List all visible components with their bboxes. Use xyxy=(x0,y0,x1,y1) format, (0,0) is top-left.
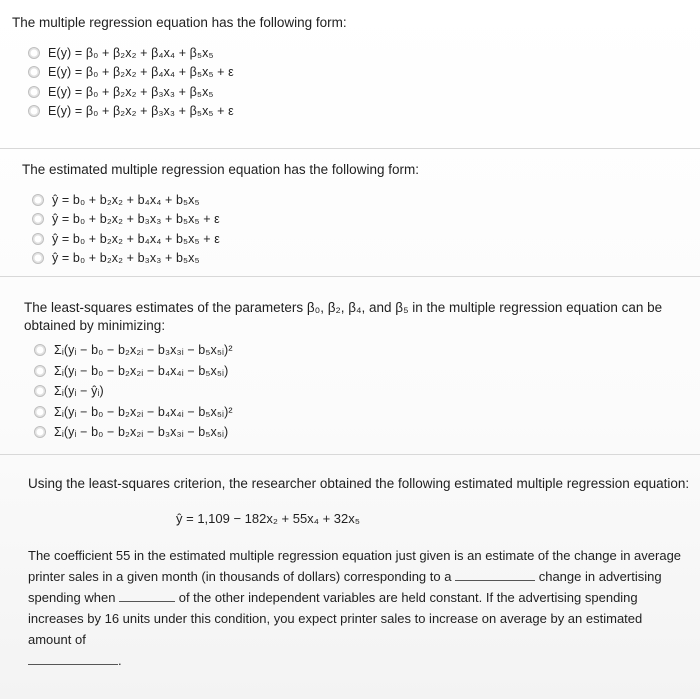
option-label: E(y) = β₀ + β₂x₂ + β₃x₃ + β₅x₅ + ε xyxy=(48,104,234,119)
paragraph-text: The coefficient 55 in the estimated multiple regression equation just given is an estimate of the change in average printer sales in a given month (in thousands of dollars) corresponding to a xyxy=(28,548,682,584)
question-3-option[interactable] xyxy=(34,422,233,443)
question-4-paragraph xyxy=(28,545,688,671)
option-label: Σᵢ(yᵢ − b₀ − b₂x₂ᵢ − b₄x₄ᵢ − b₅x₅ᵢ) xyxy=(54,363,229,378)
radio-button[interactable] xyxy=(34,406,46,418)
radio-button[interactable] xyxy=(32,213,44,225)
option-label: E(y) = β₀ + β₂x₂ + β₃x₃ + β₅x₅ xyxy=(48,84,214,99)
question-1-option[interactable] xyxy=(28,43,234,63)
radio-button[interactable] xyxy=(28,105,40,117)
question-3-options xyxy=(34,340,233,443)
option-label: Σᵢ(yᵢ − b₀ − b₂x₂ᵢ − b₃x₃ᵢ − b₅x₅ᵢ) xyxy=(54,425,229,440)
answer-blank-1[interactable] xyxy=(455,580,535,581)
option-label: ŷ = b₀ + b₂x₂ + b₄x₄ + b₅x₅ xyxy=(52,192,200,207)
question-2-option[interactable] xyxy=(32,190,220,210)
question-3-option[interactable] xyxy=(34,381,233,402)
option-label: Σᵢ(yᵢ − ŷᵢ) xyxy=(54,384,104,399)
option-label: E(y) = β₀ + β₂x₂ + β₄x₄ + β₅x₅ xyxy=(48,45,214,60)
question-4 xyxy=(0,454,700,700)
question-1-option[interactable] xyxy=(28,82,234,102)
question-2-option[interactable] xyxy=(32,249,220,269)
paragraph-text: . xyxy=(118,653,122,668)
radio-button[interactable] xyxy=(28,86,40,98)
question-3-prompt: The least-squares estimates of the parameters β₀, β₂, β₄, and β₅ in the multiple regression equation can be obtained by minimizing: xyxy=(24,300,663,333)
question-1-option[interactable] xyxy=(28,102,234,122)
option-label: Σᵢ(yᵢ − b₀ − b₂x₂ᵢ − b₃x₃ᵢ − b₅x₅ᵢ)² xyxy=(54,343,233,358)
question-3-option[interactable] xyxy=(34,340,233,361)
question-3 xyxy=(0,276,700,455)
radio-button[interactable] xyxy=(28,47,40,59)
radio-button[interactable] xyxy=(34,344,46,356)
option-label: ŷ = b₀ + b₂x₂ + b₃x₃ + b₅x₅ xyxy=(52,251,200,266)
question-3-option[interactable] xyxy=(34,361,233,382)
answer-blank-2[interactable] xyxy=(119,601,175,602)
radio-button[interactable] xyxy=(32,252,44,264)
answer-blank-3[interactable] xyxy=(28,664,118,665)
option-label: E(y) = β₀ + β₂x₂ + β₄x₄ + β₅x₅ + ε xyxy=(48,65,234,80)
estimated-equation: ŷ = 1,109 − 182x₂ + 55x₄ + 32x₅ xyxy=(176,511,360,526)
question-2-option[interactable] xyxy=(32,229,220,249)
question-2-option[interactable] xyxy=(32,210,220,230)
question-3-option[interactable] xyxy=(34,402,233,423)
option-label: ŷ = b₀ + b₂x₂ + b₄x₄ + b₅x₅ + ε xyxy=(52,231,220,246)
paragraph-text: of the other independent variables are held constant. If the advertising spending increases by 16 units under this condition, you expect printer sales to increase on average by an estimated amount of xyxy=(28,590,643,647)
radio-button[interactable] xyxy=(34,385,46,397)
question-1-option[interactable] xyxy=(28,63,234,83)
question-1-prompt: The multiple regression equation has the following form: xyxy=(12,15,347,30)
paragraph-text: change in advertising spending when xyxy=(28,569,662,605)
radio-button[interactable] xyxy=(34,365,46,377)
radio-button[interactable] xyxy=(34,426,46,438)
question-4-prompt: Using the least-squares criterion, the researcher obtained the following estimated multiple regression equation: xyxy=(28,476,690,491)
option-label: Σᵢ(yᵢ − b₀ − b₂x₂ᵢ − b₄x₄ᵢ − b₅x₅ᵢ)² xyxy=(54,404,233,419)
radio-button[interactable] xyxy=(32,233,44,245)
question-1 xyxy=(0,0,700,148)
question-2 xyxy=(0,148,700,277)
question-1-options xyxy=(28,43,234,121)
radio-button[interactable] xyxy=(28,66,40,78)
question-2-prompt: The estimated multiple regression equation has the following form: xyxy=(22,162,419,177)
radio-button[interactable] xyxy=(32,194,44,206)
option-label: ŷ = b₀ + b₂x₂ + b₃x₃ + b₅x₅ + ε xyxy=(52,212,220,227)
question-2-options xyxy=(32,190,220,268)
